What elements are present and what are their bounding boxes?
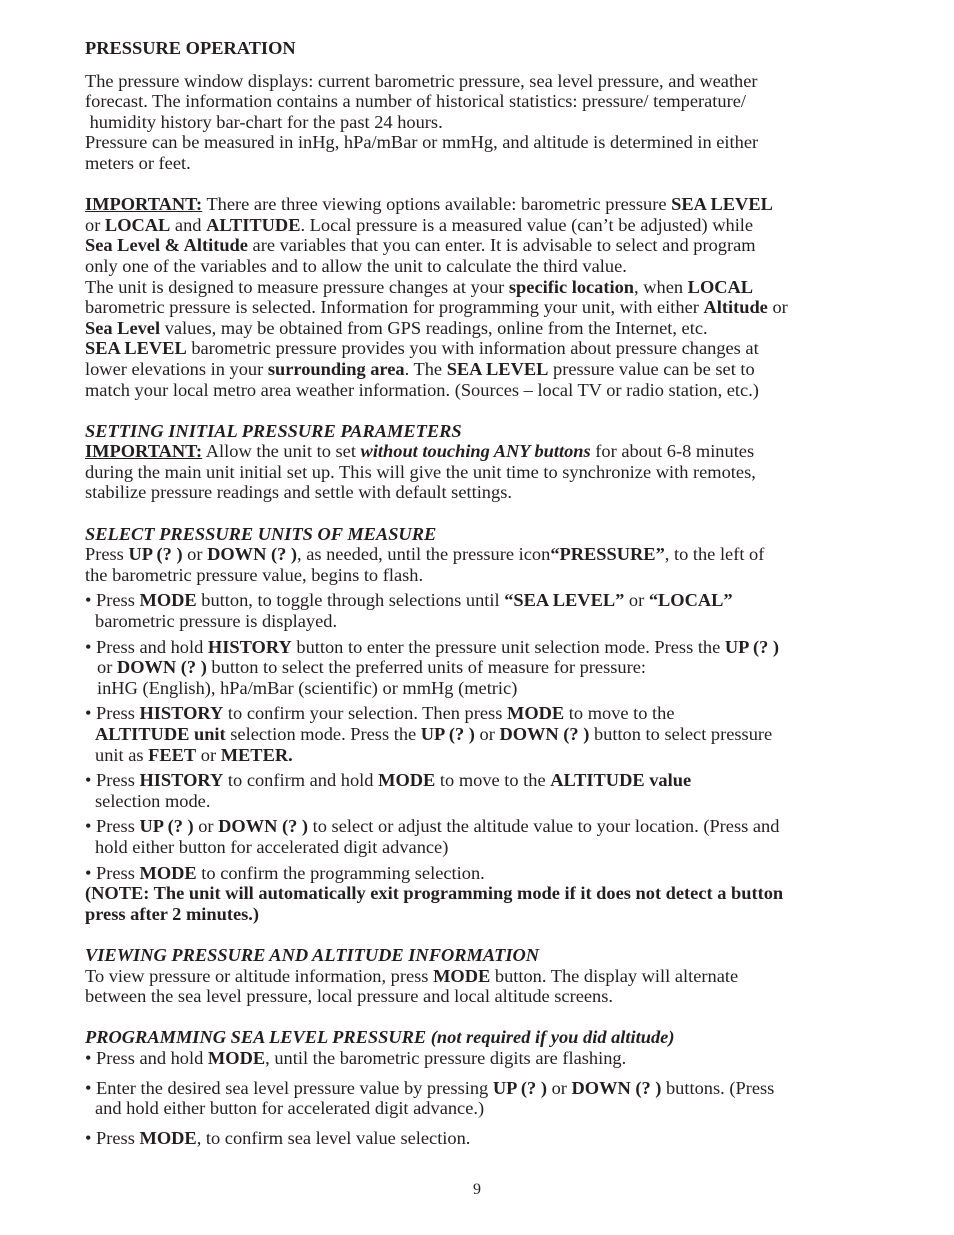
text: are variables that you can enter. It is advisable to select and program: [247, 235, 756, 256]
text: stabilize pressure readings and settle with default settings.: [85, 482, 512, 503]
text: to select or adjust the altitude value to your location. (Press and: [308, 816, 780, 837]
down-button-term: DOWN (? ): [218, 816, 309, 837]
text: , until the barometric pressure digits are flashing.: [265, 1047, 627, 1068]
text: , as needed, until the pressure icon: [297, 544, 551, 565]
altitude-unit-term: ALTITUDE unit: [95, 724, 226, 744]
text: match your local metro area weather information. (Sources – local TV or radio station, etc.): [85, 379, 759, 400]
list-item: [85, 770, 885, 811]
text: inHG (English), hPa/mBar (scientific) or mmHg (metric): [97, 677, 518, 698]
up-button-term: UP (? ): [492, 1077, 547, 1098]
list-item: [85, 1078, 885, 1119]
units-section: [85, 524, 885, 925]
feet-term: FEET: [148, 744, 197, 765]
text: or: [85, 214, 105, 235]
text: hold either button for accelerated digit advance): [95, 836, 449, 857]
text: and hold either button for accelerated digit advance.): [95, 1098, 485, 1119]
list-item: [85, 1128, 885, 1149]
text: or: [767, 297, 788, 318]
text: pressure value can be set to: [548, 358, 755, 379]
manual-page: [85, 38, 885, 1148]
text: or: [182, 544, 208, 565]
text: or: [624, 590, 649, 611]
altitude-term: Altitude: [703, 297, 768, 318]
emphasis: without touching ANY buttons: [360, 441, 591, 462]
history-term: HISTORY: [139, 703, 224, 724]
text: There are three viewing options available: barometric pressure: [202, 194, 672, 215]
sea-level-term: SEA LEVEL: [671, 194, 773, 215]
down-button-term: DOWN (? ): [207, 544, 297, 565]
text: or: [474, 724, 500, 744]
text: the barometric pressure value, begins to flash.: [85, 564, 424, 585]
text: to move to the: [564, 703, 675, 724]
text: Press: [85, 544, 129, 565]
down-button-term: DOWN (? ): [116, 657, 207, 678]
text: between the sea level pressure, local pressure and local altitude screens.: [85, 986, 613, 1007]
up-button-term: UP (? ): [128, 544, 183, 565]
intro-line: forecast. The information contains a number of historical statistics: pressure/ temperature/: [85, 91, 747, 112]
text: to confirm the programming selection.: [196, 862, 485, 883]
sea-level-term: Sea Level: [85, 317, 161, 338]
text: or: [193, 816, 219, 837]
altitude-value-term: ALTITUDE value: [550, 770, 692, 791]
up-button-term: UP (? ): [420, 724, 475, 744]
list-item: [85, 1048, 885, 1069]
note: press after 2 minutes.): [85, 903, 260, 924]
down-button-term: DOWN (? ): [499, 724, 590, 744]
text: • Press: [85, 590, 140, 611]
text: button to select the preferred units of measure for pressure:: [206, 657, 647, 678]
note: (NOTE: The unit will automatically exit programming mode if it does not detect a button: [85, 883, 784, 904]
text: and: [170, 214, 207, 235]
list-item: [85, 703, 885, 765]
text: during the main unit initial set up. This will give the unit time to synchronize with remotes,: [85, 461, 756, 482]
mode-term: MODE: [207, 1047, 266, 1068]
altitude-term: ALTITUDE: [206, 214, 301, 235]
local-term: LOCAL: [104, 214, 171, 235]
text: to move to the: [435, 770, 551, 791]
text: only one of the variables and to allow the unit to calculate the third value.: [85, 255, 627, 276]
list-item: [85, 637, 885, 699]
text: selection mode.: [95, 790, 211, 811]
text: To view pressure or altitude information, press: [85, 965, 434, 986]
up-button-term: UP (? ): [139, 816, 194, 837]
mode-term: MODE: [139, 590, 197, 611]
intro-line: The pressure window displays: current barometric pressure, sea level pressure, and weather: [85, 70, 758, 91]
local-term: LOCAL: [687, 276, 754, 297]
text: • Press and hold: [85, 1047, 208, 1068]
text: • Press: [85, 862, 140, 883]
text: • Press: [85, 770, 140, 791]
important-label: IMPORTANT:: [85, 194, 203, 215]
mode-term: MODE: [378, 770, 436, 791]
intro-line: Pressure can be measured in inHg, hPa/mBar or mmHg, and altitude is determined in either: [85, 132, 759, 153]
important-paragraph: [85, 194, 885, 400]
text: • Enter the desired sea level pressure value by pressing: [85, 1077, 493, 1098]
text: barometric pressure is selected. Information for programming your unit, with either: [85, 297, 704, 318]
text: to confirm your selection. Then press: [223, 703, 507, 724]
history-term: HISTORY: [139, 770, 224, 791]
mode-term: MODE: [433, 965, 491, 986]
text: • Press and hold: [85, 636, 208, 657]
text: . Local pressure is a measured value (can’t be adjusted) while: [300, 214, 754, 235]
text: for about 6-8 minutes: [590, 441, 755, 462]
text: values, may be obtained from GPS readings, online from the Internet, etc.: [160, 317, 708, 338]
page-number: 9: [473, 1181, 481, 1198]
section-heading: VIEWING PRESSURE AND ALTITUDE INFORMATION: [85, 944, 540, 965]
local-term: “LOCAL”: [648, 590, 733, 611]
list-item: [85, 863, 885, 884]
meter-term: METER.: [220, 744, 293, 765]
pressure-term: “PRESSURE”: [550, 544, 665, 565]
text: • Press: [85, 703, 140, 724]
text: , when: [634, 276, 688, 297]
surrounding-area-term: surrounding area: [267, 358, 405, 379]
setting-section: [85, 421, 885, 503]
text: , to confirm sea level value selection.: [196, 1127, 471, 1148]
mode-term: MODE: [506, 703, 565, 724]
text: The unit is designed to measure pressure changes at your: [85, 276, 509, 297]
text: to confirm and hold: [223, 770, 379, 791]
sea-level-term: SEA LEVEL: [85, 338, 187, 359]
text: button to select pressure: [589, 724, 773, 744]
text: buttons. (Press: [661, 1077, 775, 1098]
text: , to the left of: [664, 544, 765, 565]
text: selection mode. Press the: [225, 724, 421, 744]
text: . The: [404, 358, 447, 379]
text: barometric pressure provides you with information about pressure changes at: [186, 338, 759, 359]
intro-paragraph: [85, 71, 885, 174]
intro-line: meters or feet.: [85, 152, 191, 173]
page-title: PRESSURE OPERATION: [85, 38, 296, 58]
text: unit as: [95, 744, 149, 765]
sea-level-altitude-term: Sea Level & Altitude: [85, 235, 248, 256]
mode-term: MODE: [139, 1127, 197, 1148]
sea-level-term: SEA LEVEL: [446, 358, 549, 379]
section-heading: SETTING INITIAL PRESSURE PARAMETERS: [85, 420, 462, 441]
section-heading: PROGRAMMING SEA LEVEL PRESSURE (not required if you did altitude): [85, 1027, 675, 1048]
list-item: [85, 590, 885, 631]
up-button-term: UP (? ): [724, 636, 780, 657]
list-item: [85, 816, 885, 857]
down-button-term: DOWN (? ): [571, 1077, 662, 1098]
text: or: [196, 744, 221, 765]
text: lower elevations in your: [85, 358, 268, 379]
text: button. The display will alternate: [490, 965, 739, 986]
text: • Press: [85, 816, 140, 837]
text: button to enter the pressure unit selection mode. Press the: [291, 636, 725, 657]
important-label: IMPORTANT:: [85, 441, 203, 462]
text: or: [97, 657, 117, 678]
viewing-section: [85, 945, 885, 1007]
text: • Press: [85, 1127, 140, 1148]
text: button, to toggle through selections until: [196, 590, 505, 611]
text: Allow the unit to set: [202, 441, 361, 462]
mode-term: MODE: [139, 862, 197, 883]
intro-line: humidity history bar-chart for the past 24 hours.: [85, 111, 443, 132]
sea-level-term: “SEA LEVEL”: [504, 590, 625, 611]
text: barometric pressure is displayed.: [95, 611, 338, 632]
history-term: HISTORY: [207, 636, 292, 657]
section-heading: SELECT PRESSURE UNITS OF MEASURE: [85, 523, 437, 544]
specific-location-term: specific location: [508, 276, 635, 297]
programming-section: [85, 1027, 885, 1148]
text: or: [546, 1077, 572, 1098]
